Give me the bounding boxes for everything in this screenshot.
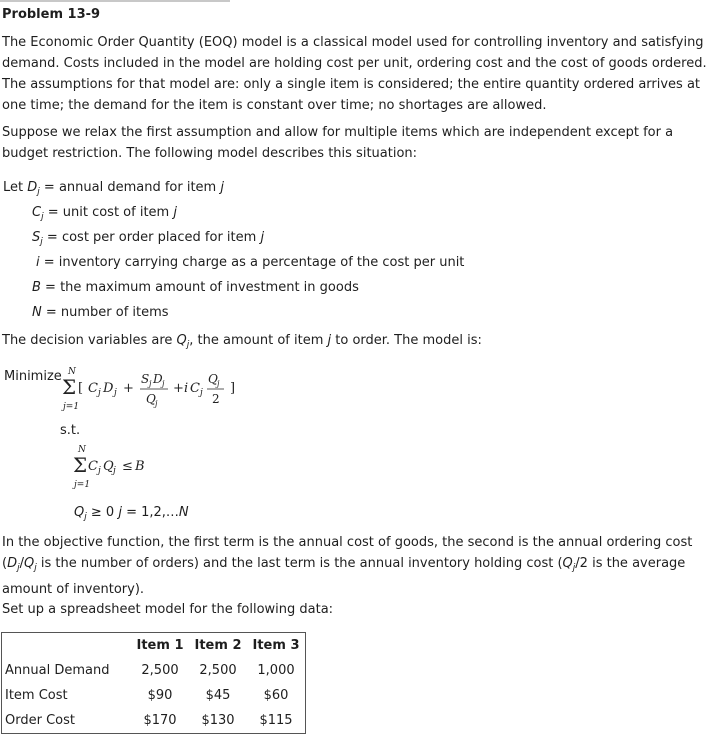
subject-to-label: s.t. bbox=[60, 423, 81, 438]
decision-variables-text: The decision variables are $Q_j$, the amount of item j to order. The model is: bbox=[2, 333, 482, 350]
sum-upper-limit: N bbox=[68, 367, 76, 377]
svg-text:D: D bbox=[153, 372, 163, 386]
table-cell: $115 bbox=[259, 713, 293, 728]
svg-text:i: i bbox=[184, 381, 189, 396]
constraint-lower-limit: j=1 bbox=[74, 480, 91, 490]
suppose-paragraph: Suppose we relax the first assumption and allow for multiple items which are independent except for a budget restriction. The following model describes this situation: bbox=[2, 125, 674, 161]
table-cell: $130 bbox=[201, 713, 235, 728]
table-header-row bbox=[2, 633, 306, 659]
minimize-label: Minimize bbox=[4, 369, 62, 384]
table-cell: 1,000 bbox=[257, 663, 295, 678]
intro-paragraph: The Economic Order Quantity (EOQ) model is a classical model used for controlling inventory and satisfying demand. Costs included in the model are holding cost per unit, ordering cost and the cost of goods ordered. The assumptions for that model are: only a single item is considered; the entire quantity ordered arrives at one time; the demand for the item is constant over time; no shortages are allowed. bbox=[2, 35, 707, 113]
svg-text:D: D bbox=[103, 381, 114, 396]
svg-text:Q: Q bbox=[146, 392, 156, 406]
objective-function-formula bbox=[58, 362, 248, 414]
table-cell: $170 bbox=[143, 713, 177, 728]
constraint-sigma-symbol: Σ bbox=[73, 453, 88, 477]
svg-text:j: j bbox=[98, 388, 101, 398]
setup-instruction: Set up a spreadsheet model for the following data: bbox=[2, 602, 334, 617]
row-label: Annual Demand bbox=[5, 663, 110, 678]
svg-text:≤: ≤ bbox=[122, 459, 133, 474]
data-table bbox=[1, 632, 306, 734]
budget-constraint-formula bbox=[72, 442, 172, 490]
table-header-blank bbox=[2, 633, 132, 659]
svg-text:B: B bbox=[135, 459, 145, 474]
svg-text:C: C bbox=[88, 459, 98, 474]
definition-demand: Let $D_j$ = annual demand for item j bbox=[3, 180, 224, 197]
column-header-item-3: Item 3 bbox=[252, 638, 300, 653]
definition-unit-cost: $C_j$ = unit cost of item j bbox=[32, 205, 177, 222]
svg-text:j: j bbox=[98, 466, 101, 476]
definition-order-cost: $S_j = \cos t$ per order placed for item j bbox=[32, 230, 265, 247]
svg-text:+: + bbox=[123, 381, 134, 396]
svg-text:[: [ bbox=[78, 381, 84, 396]
row-label: Item Cost bbox=[5, 688, 68, 703]
svg-text:j: j bbox=[114, 388, 117, 398]
table-cell: 2,500 bbox=[141, 663, 179, 678]
svg-text:j: j bbox=[155, 399, 158, 408]
sigma-symbol: Σ bbox=[62, 375, 77, 399]
objective-explanation: In the objective function, the first term is the annual cost of goods, the second is the annual ordering cost ($D_j/Q_j$ is the number of orders) and the last term is the annual inventory holding cost ($Q_j/2$ is the average amount of inventory). bbox=[2, 535, 693, 597]
table-cell: $90 bbox=[147, 688, 173, 703]
svg-text:+: + bbox=[173, 381, 184, 396]
svg-text:S: S bbox=[141, 372, 150, 386]
table-cell: $60 bbox=[263, 688, 289, 703]
table-cell: $45 bbox=[205, 688, 231, 703]
svg-text:j: j bbox=[149, 379, 152, 388]
problem-title: Problem 13-9 bbox=[2, 7, 101, 22]
constraint-upper-limit: N bbox=[78, 445, 86, 455]
svg-text:C: C bbox=[190, 381, 200, 396]
svg-text:Q: Q bbox=[208, 372, 218, 386]
svg-text:j: j bbox=[200, 388, 203, 398]
column-header-item-2: Item 2 bbox=[194, 638, 242, 653]
table-row bbox=[2, 708, 306, 734]
svg-text:j: j bbox=[162, 379, 165, 388]
table-cell: 2,500 bbox=[199, 663, 237, 678]
definition-carrying-charge: i = inventory carrying charge as a percentage of the cost per unit bbox=[36, 255, 465, 270]
svg-text:C: C bbox=[88, 381, 98, 396]
svg-text:2: 2 bbox=[212, 392, 220, 406]
sum-lower-limit: j=1 bbox=[63, 402, 80, 412]
table-row bbox=[2, 683, 306, 708]
nonnegativity-constraint: $Q_j \ge 0$ j = 1,2,…N bbox=[74, 505, 189, 522]
table-row bbox=[2, 658, 306, 683]
svg-text:]: ] bbox=[230, 381, 236, 396]
definition-item-count: N = number of items bbox=[32, 305, 169, 320]
top-divider bbox=[0, 0, 230, 2]
definition-budget: B = the maximum amount of investment in goods bbox=[32, 280, 359, 295]
svg-text:j: j bbox=[217, 379, 220, 388]
row-label: Order Cost bbox=[5, 713, 75, 728]
svg-text:j: j bbox=[113, 466, 116, 476]
column-header-item-1: Item 1 bbox=[136, 638, 184, 653]
svg-text:Q: Q bbox=[103, 459, 114, 474]
